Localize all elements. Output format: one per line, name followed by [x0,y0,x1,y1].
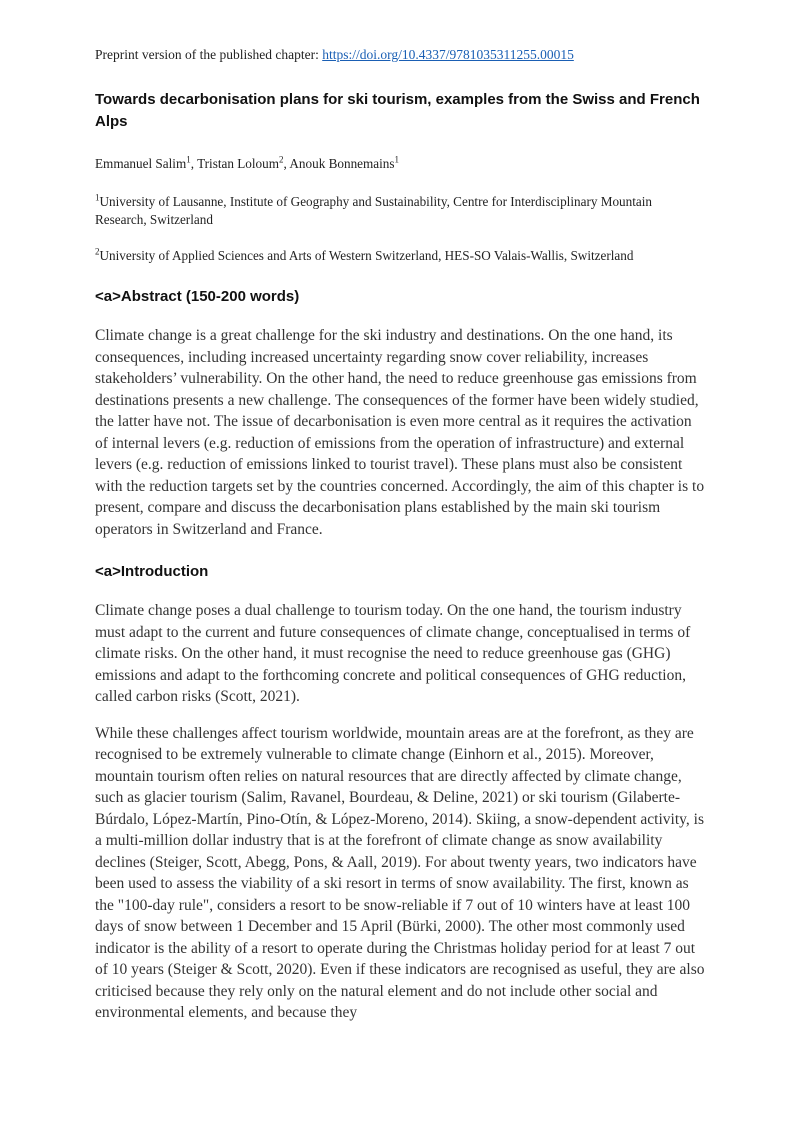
introduction-paragraph: Climate change poses a dual challenge to tourism today. On the one hand, the tourism industry must adapt to the current and future consequences of climate change, conceptualised in terms of climate risks. On the other hand, it must recognise the need to reduce greenhouse gas (GHG) emissions and adapt to the forthcoming concrete and political consequences of GHG reduction, called carbon risks (Scott, 2021). [95,602,691,705]
preprint-notice [95,46,705,64]
affiliation [95,247,705,265]
affiliation-text: University of Applied Sciences and Arts of Western Switzerland, HES-SO Valais-Wallis, Switzerland [99,248,634,263]
abstract-heading: <a>Abstract (150-200 words) [95,288,300,305]
author-name: Tristan Loloum [197,156,280,171]
paper-title: Towards decarbonisation plans for ski tourism, examples from the Swiss and French Alps [95,91,700,130]
doi-link[interactable]: https://doi.org/10.4337/9781035311255.00015 [322,47,574,62]
author-name: Emmanuel Salim [95,156,187,171]
affiliation-marker: 1 [95,192,100,203]
author-list: Emmanuel Salim$^1$, Tristan Loloum$^2$, Anouk Bonnemains$^1$ [95,154,400,171]
author-affiliation-marker: 2 [279,154,284,165]
affiliation-text: University of Lausanne, Institute of Geography and Sustainability, Centre for Interdisciplinary Mountain Research, Switzerland [95,194,653,227]
preprint-prefix: Preprint version of the published chapter: [95,47,323,62]
document-page [95,46,705,1039]
introduction-paragraph: While these challenges affect tourism worldwide, mountain areas are at the forefront, as they are recognised to be extremely vulnerable to climate change (Einhorn et al., 2015). Moreover, mountain tourism often relies on natural resources that are directly affected by climate change, such as glacier tourism (Salim, Ravanel, Bourdeau, & Deline, 2021) or ski tourism (Gilaberte-Búrdalo, López-Martín, Pino-Otín, & López-Moreno, 2014). Skiing, a snow-dependent activity, is a multi-million dollar industry that is at the forefront of climate change as snow availability declines (Steiger, Scott, Abegg, Pons, & Aall, 2019). For about twenty years, two indicators have been used to assess the viability of a ski resort in terms of snow availability. The first, known as the "100-day rule", considers a resort to be snow-reliable if 7 out of 10 winters have at least 100 days of snow between 1 December and 15 April (Bürki, 2000). The other most commonly used indicator is the ability of a resort to operate during the Christmas holiday period for at least 7 out of 10 years (Steiger & Scott, 2020). Even if these indicators are recognised as useful, they are also criticised because they rely only on the natural element and do not include other social and environmental elements, and because they [95,724,705,1021]
abstract-paragraph: Climate change is a great challenge for the ski industry and destinations. On the one hand, its consequences, including increased uncertainty regarding snow cover reliability, increases stakeholders’ vulnerability. On the other hand, the need to reduce greenhouse gas emissions from destinations presents a new challenge. The consequences of the former have been widely studied, the latter have not. The issue of decarbonisation is even more central as it requires the activation of internal levers (e.g. reduction of emissions from the operation of infrastructure) and external levers (e.g. reduction of emissions linked to tourist travel). These plans must also be consistent with the reduction targets set by the countries concerned. Accordingly, the aim of this chapter is to present, compare and discuss the decarbonisation plans established by the main ski tourism operators in Switzerland and France. [95,327,705,538]
author-affiliation-marker: 1 [394,154,400,165]
author-name: Anouk Bonnemains [289,156,395,171]
affiliation [95,193,705,229]
affiliation-marker: 2 [95,246,100,257]
introduction-heading: <a>Introduction [95,563,209,580]
author-affiliation-marker: 1 [186,154,191,165]
